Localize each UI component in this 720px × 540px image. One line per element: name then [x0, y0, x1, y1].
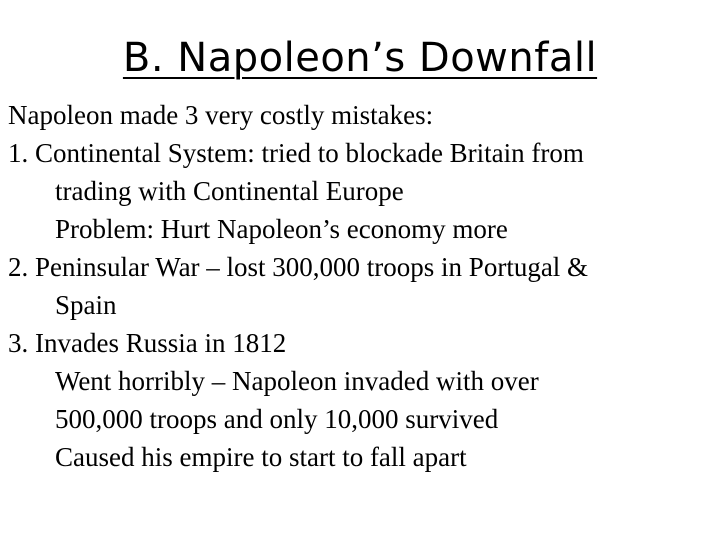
- mistake-3-detail-2: Caused his empire to start to fall apart: [55, 442, 467, 472]
- mistake-2-continuation: Spain: [55, 290, 117, 320]
- slide-title-text: B. Napoleon’s Downfall: [122, 35, 598, 81]
- slide-body: [8, 96, 713, 476]
- mistake-3-detail-1-continuation: 500,000 troops and only 10,000 survived: [55, 404, 499, 434]
- mistake-3-detail-1: Went horribly – Napoleon invaded with over: [55, 366, 539, 396]
- slide-title: [0, 30, 720, 86]
- mistake-1-line: 1. Continental System: tried to blockade Britain from: [8, 138, 584, 168]
- mistake-1-problem: Problem: Hurt Napoleon’s economy more: [55, 214, 508, 244]
- mistake-1-continuation: trading with Continental Europe: [55, 176, 404, 206]
- mistake-2-line: 2. Peninsular War – lost 300,000 troops in Portugal &: [8, 252, 589, 282]
- intro-line: Napoleon made 3 very costly mistakes:: [8, 100, 434, 130]
- mistake-3-line: 3. Invades Russia in 1812: [8, 328, 287, 358]
